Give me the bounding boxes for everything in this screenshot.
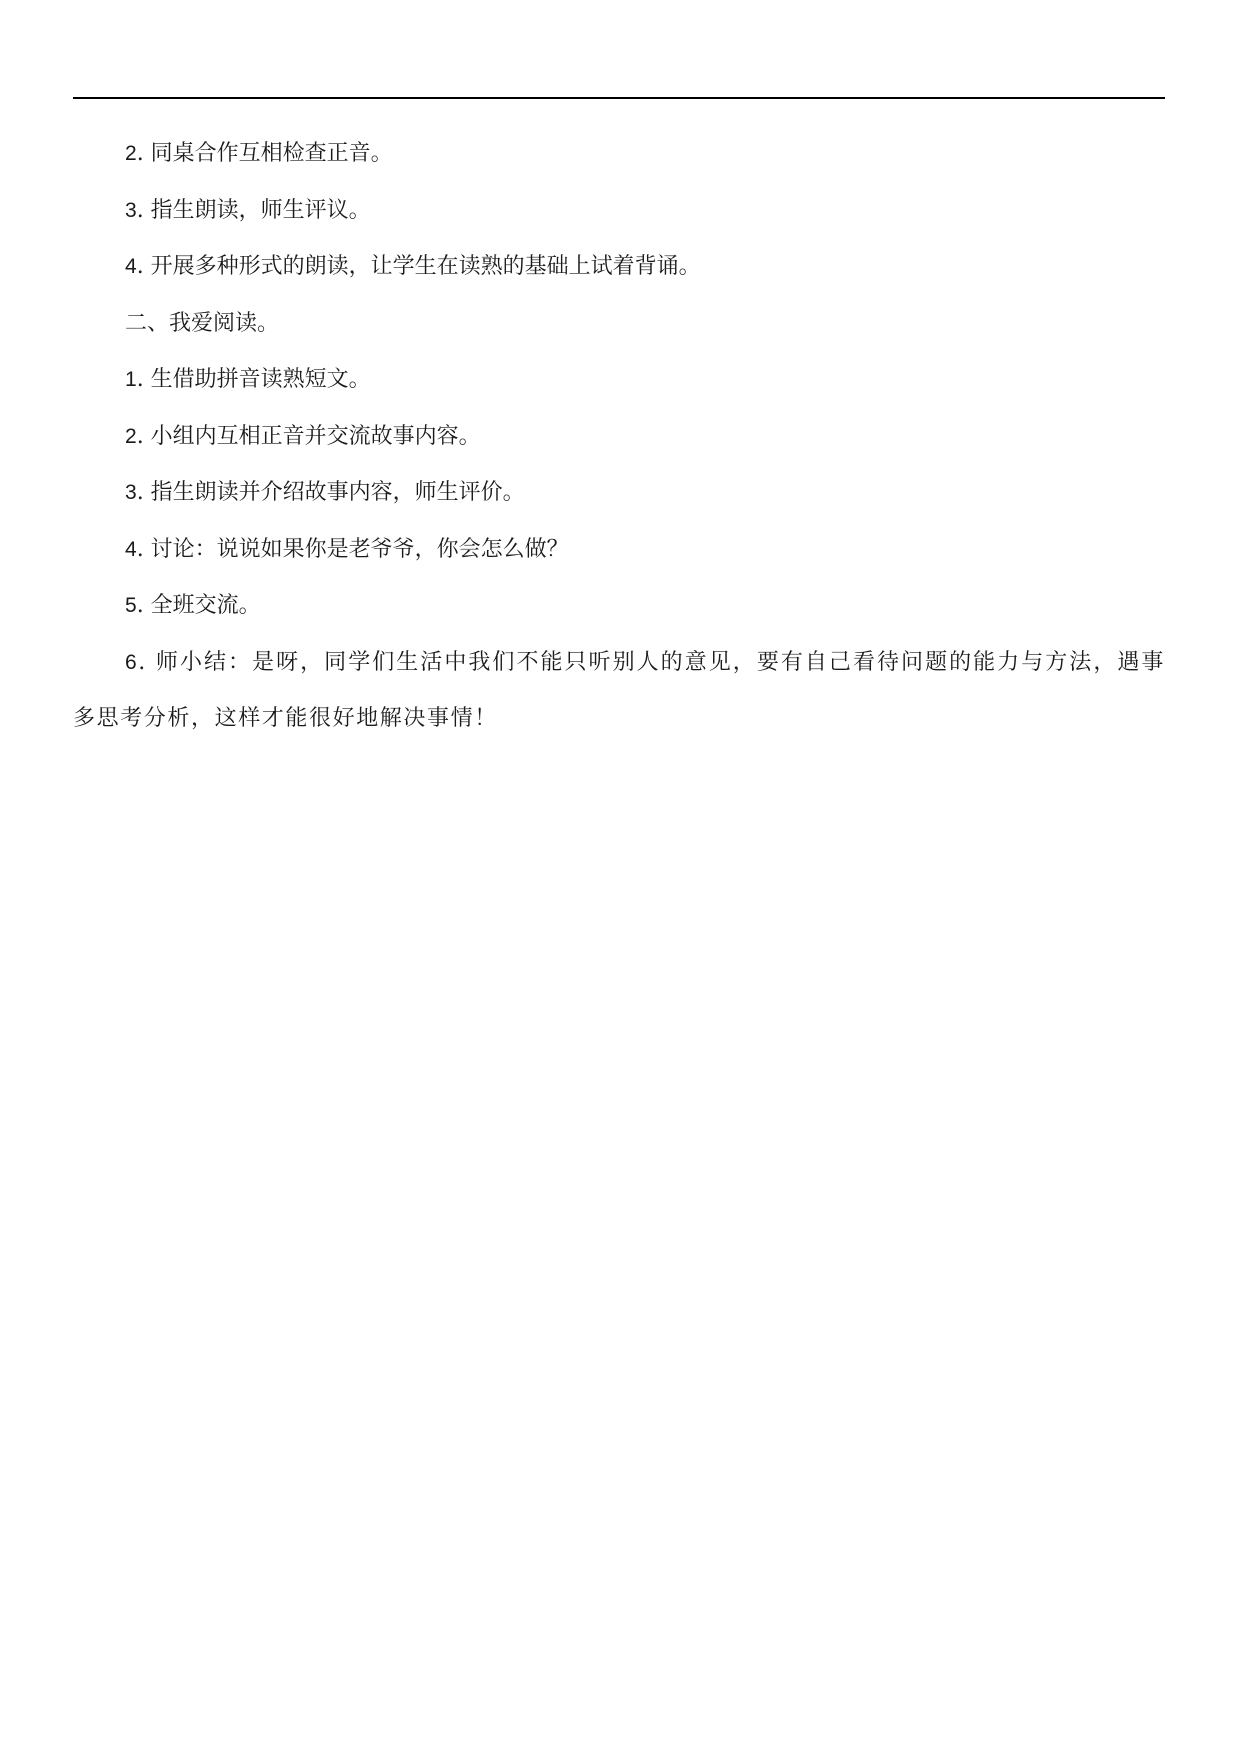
section-heading — [73, 296, 1165, 353]
item-number: 1 — [125, 368, 137, 391]
paragraph — [73, 578, 1165, 635]
header-rule — [73, 97, 1165, 99]
paragraph-text: . 同桌合作互相检查正音。 — [136, 141, 393, 166]
item-number: 3 — [125, 481, 137, 504]
paragraph-text: 二、我爱阅读。 — [125, 310, 280, 336]
paragraph-summary — [73, 635, 1165, 748]
paragraph-text: . 全班交流。 — [136, 593, 261, 618]
paragraph — [73, 409, 1165, 466]
paragraph-text: . 开展多种形式的朗读，让学生在读熟的基础上试着背诵。 — [136, 254, 701, 279]
document-body — [73, 126, 1165, 748]
paragraph — [73, 126, 1165, 183]
paragraph — [73, 522, 1165, 579]
paragraph-text: . 生借助拼音读熟短文。 — [136, 367, 371, 392]
item-number: 3 — [125, 198, 137, 222]
paragraph — [73, 183, 1165, 240]
item-number: 5 — [125, 594, 137, 617]
paragraph-text: . 师小结：是呀，同学们生活中我们不能只听别人的意见，要有自己看待问题的能力与方法，遇事多思考分析，这样才能很好地解决事情！ — [73, 649, 1165, 731]
item-number: 2 — [125, 142, 137, 165]
paragraph-text: . 讨论：说说如果你是老爷爷，你会怎么做？ — [136, 536, 569, 562]
item-number: 6 — [125, 650, 139, 674]
paragraph-text: . 指生朗读，师生评议。 — [136, 197, 371, 223]
paragraph — [73, 352, 1165, 409]
item-number: 4 — [125, 255, 137, 278]
paragraph-text: . 指生朗读并介绍故事内容，师生评价。 — [136, 480, 525, 505]
paragraph — [73, 239, 1165, 296]
item-number: 2 — [125, 424, 137, 448]
item-number: 4 — [125, 537, 137, 561]
paragraph-text: . 小组内互相正音并交流故事内容。 — [136, 423, 481, 449]
paragraph — [73, 465, 1165, 522]
